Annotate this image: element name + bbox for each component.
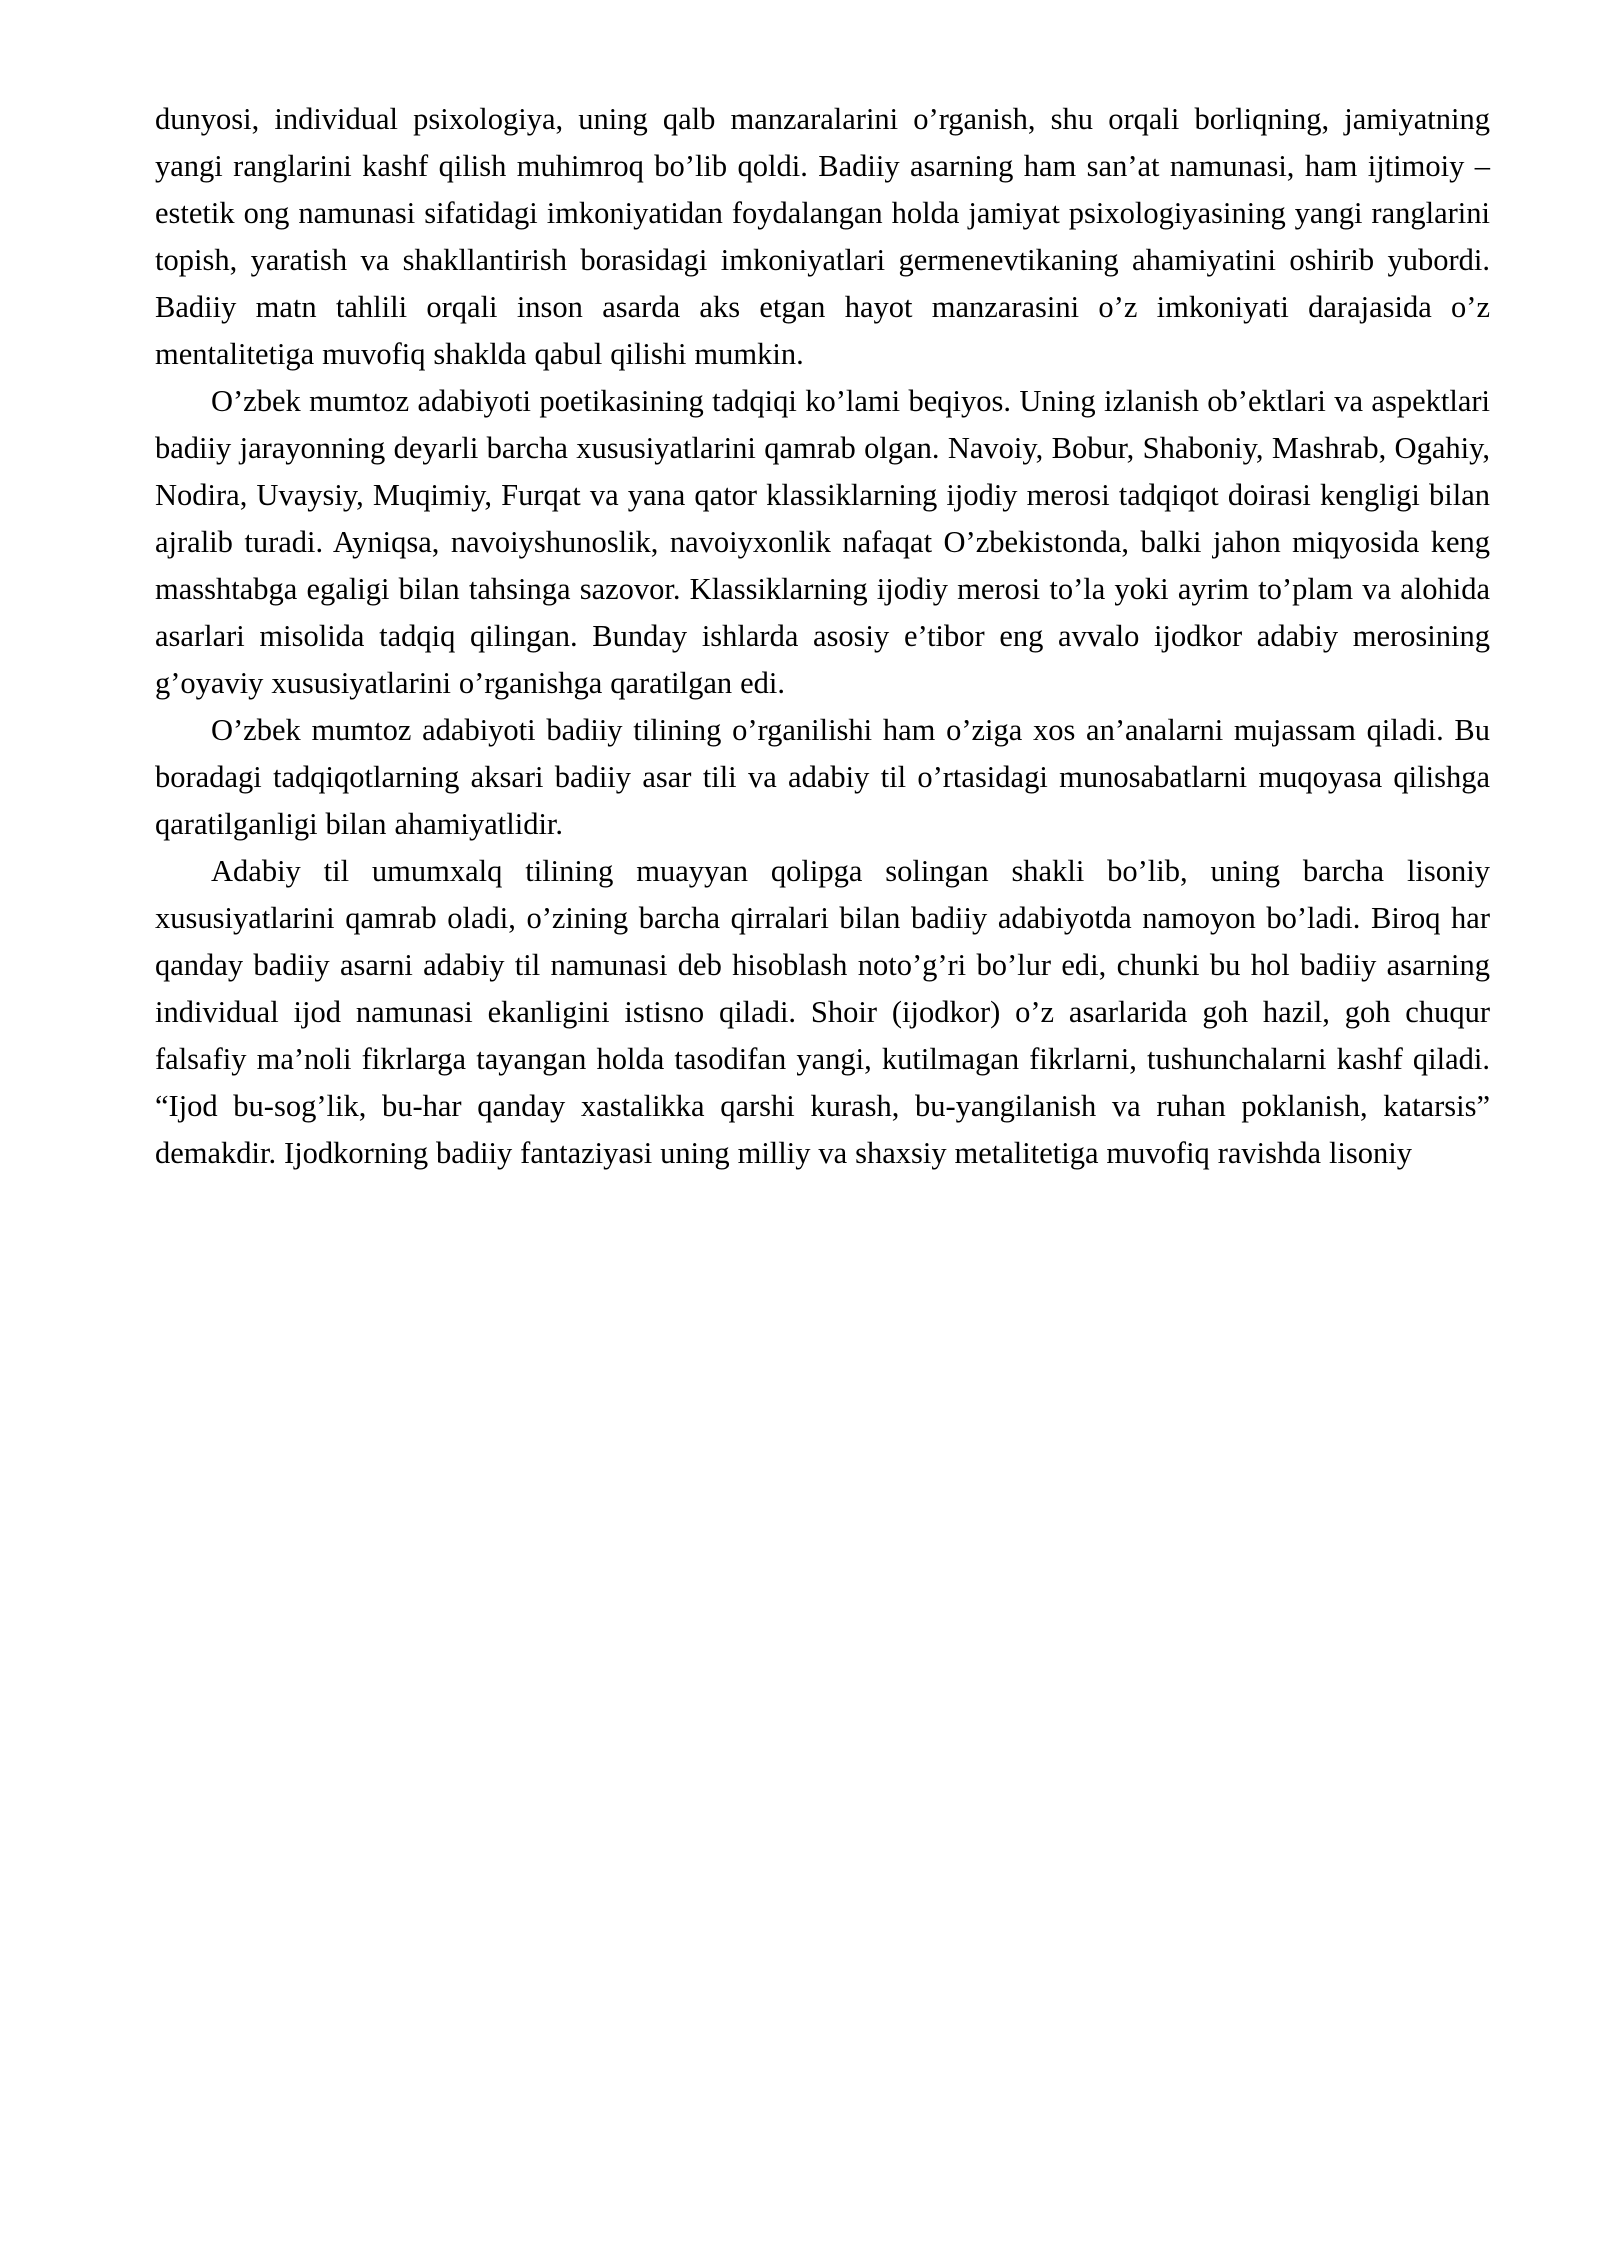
paragraph-3: O’zbek mumtoz adabiyoti badiiy tilining o’rganilishi ham o’ziga xos an’analarni mujassam qiladi. Bu boradagi tadqiqotlarning aksari badiiy asar tili va adabiy til o’rtasidagi munosabatlarni muqoyasa qilishga qaratilganligi bilan ahamiyatlidir.: [155, 713, 1490, 841]
paragraph-2: O’zbek mumtoz adabiyoti poetikasining tadqiqi ko’lami beqiyos. Uning izlanish ob’ektlari va aspektlari badiiy jarayonning deyarli barcha xususiyatlarini qamrab olgan. Navoiy, Bobur, Shaboniy, Mashrab, Ogahiy, Nodira, Uvaysiy, Muqimiy, Furqat va yana qator klassiklarning ijodiy merosi tadqiqot doirasi kengligi bilan ajralib turadi. Ayniqsa, navoiyshunoslik, navoiyxonlik nafaqat O’zbekistonda, balki jahon miqyosida keng masshtabga egaligi bilan tahsinga sazovor. Klassiklarning ijodiy merosi to’la yoki ayrim to’plam va alohida asarlari misolida tadqiq qilingan. Bunday ishlarda asosiy e’tibor eng avvalo ijodkor adabiy merosining g’oyaviy xususiyatlarini o’rganishga qaratilgan edi.: [155, 384, 1490, 700]
document-text-body: [155, 96, 1490, 1177]
paragraph-4: Adabiy til umumxalq tilining muayyan qolipga solingan shakli bo’lib, uning barcha lisoniy xususiyatlarini qamrab oladi, o’zining barcha qirralari bilan badiiy adabiyotda namoyon bo’ladi. Biroq har qanday badiiy asarni adabiy til namunasi deb hisoblash noto’g’ri bo’lur edi, chunki bu hol badiiy asarning individual ijod namunasi ekanligini istisno qiladi. Shoir (ijodkor) o’z asarlarida goh hazil, goh chuqur falsafiy ma’noli fikrlarga tayangan holda tasodifan yangi, kutilmagan fikrlarni, tushunchalarni kashf qiladi. “Ijod bu-sog’lik, bu-har qanday xastalikka qarshi kurash, bu-yangilanish va ruhan poklanish, katarsis” demakdir. Ijodkorning badiiy fantaziyasi uning milliy va shaxsiy metalitetiga muvofiq ravishda lisoniy: [155, 854, 1490, 1170]
paragraph-1: dunyosi, individual psixologiya, uning qalb manzaralarini o’rganish, shu orqali borliqning, jamiyatning yangi ranglarini kashf qilish muhimroq bo’lib qoldi. Badiiy asarning ham san’at namunasi, ham ijtimoiy – estetik ong namunasi sifatidagi imkoniyatidan foydalangan holda jamiyat psixologiyasining yangi ranglarini topish, yaratish va shakllantirish borasidagi imkoniyatlari germenevtikaning ahamiyatini oshirib yubordi. Badiiy matn tahlili orqali inson asarda aks etgan hayot manzarasini o’z imkoniyati darajasida o’z mentalitetiga muvofiq shaklda qabul qilishi mumkin.: [155, 102, 1490, 371]
